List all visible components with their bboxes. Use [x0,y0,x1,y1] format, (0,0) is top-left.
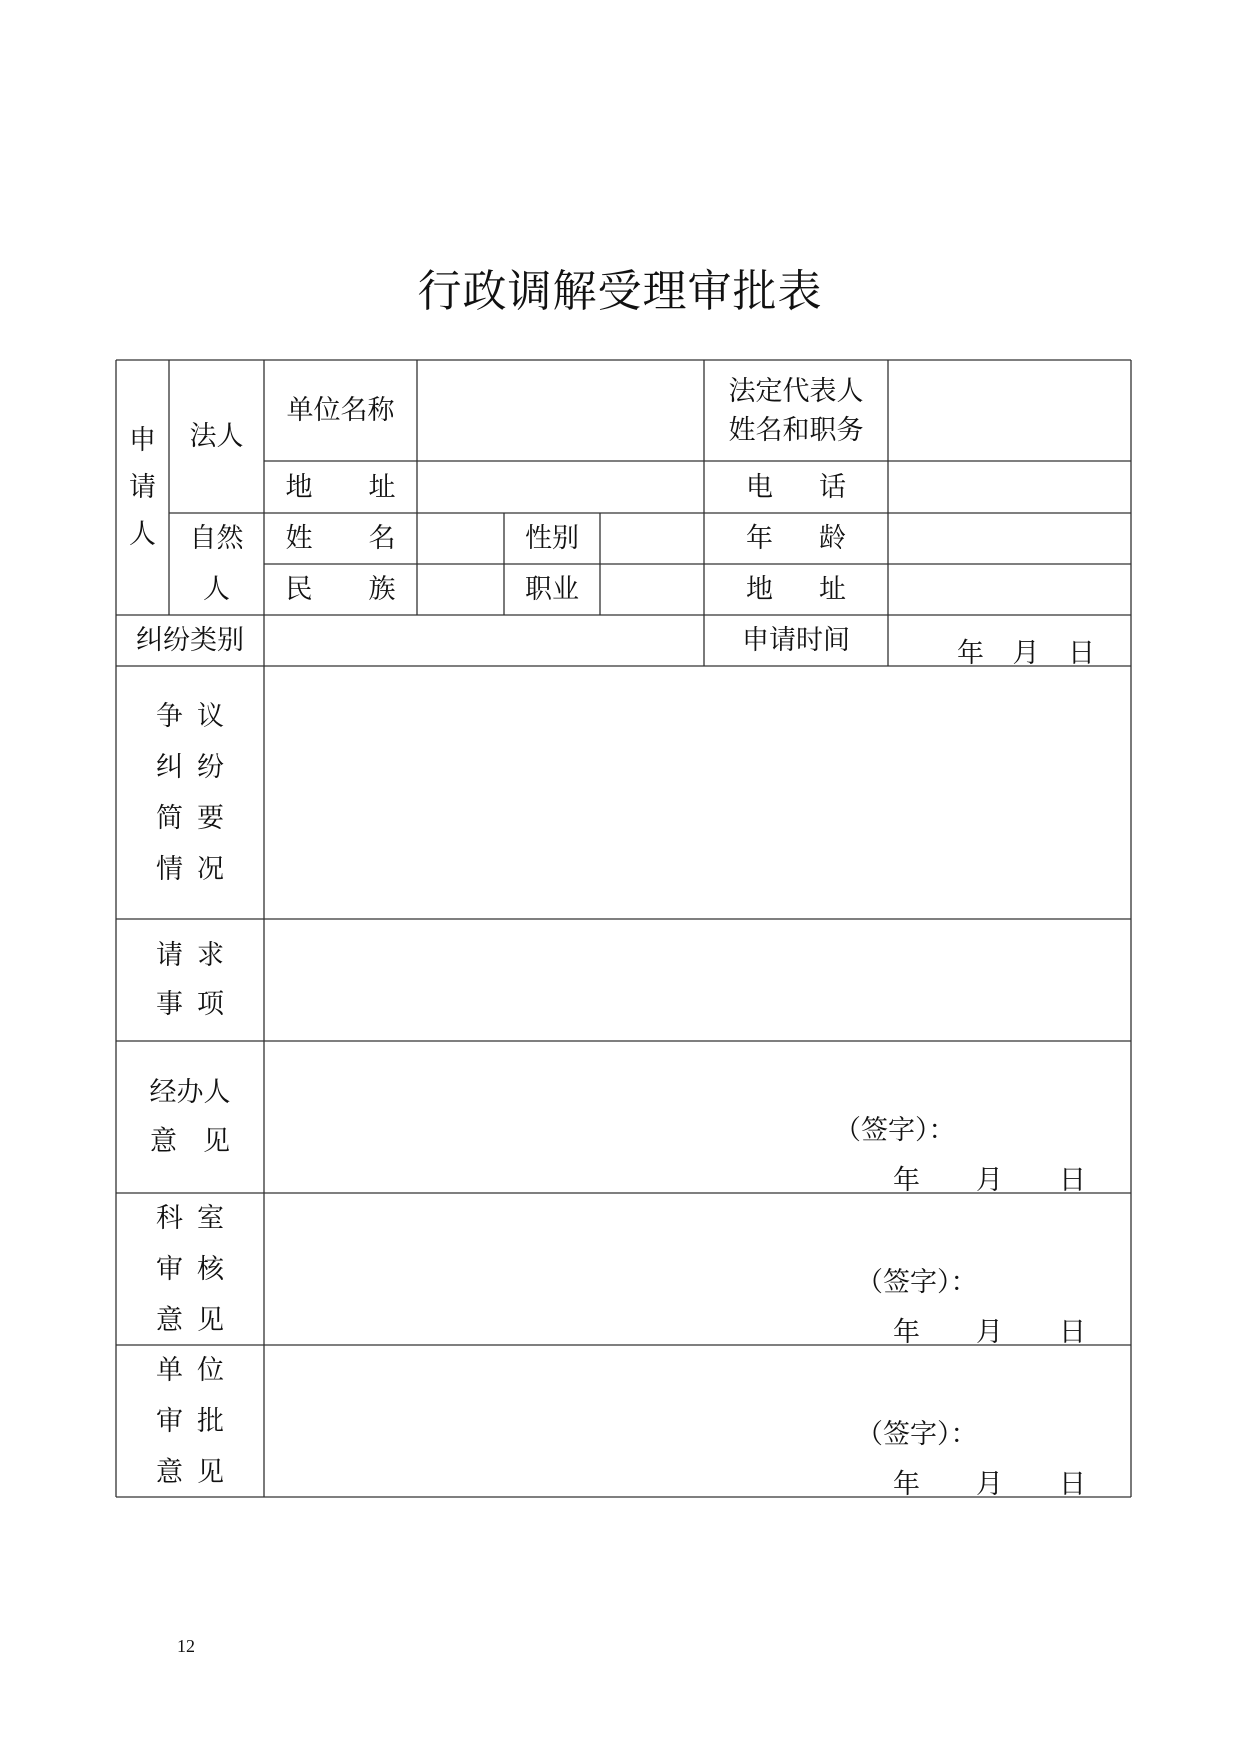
legal-person-text: 法人 [189,421,244,452]
day-text: 日 [1059,1469,1086,1500]
natural-address-label [704,564,888,615]
unit-approval-label [116,1345,264,1497]
label-char: 址 [819,574,846,605]
month-text: 月 [976,1165,1003,1196]
name-field[interactable] [417,513,504,564]
form-title: 行政调解受理审批表 [417,266,823,317]
dispute-type-text: 纠纷类别 [136,625,244,656]
label-char: 龄 [819,523,846,554]
occupation-label [504,564,600,615]
label-char: 电 [746,471,773,503]
day-text: 日 [1059,1165,1086,1196]
legal-rep-label [704,360,888,461]
apply-time-label [704,615,888,666]
section-signature: （签字）： [856,1267,978,1298]
page-number: 12 [177,1636,195,1656]
label-char: 姓 [285,523,313,554]
gender-text: 性别 [525,523,579,554]
applicant-label [116,360,169,615]
label-char: 求 [197,940,224,971]
natural-person-line1: 自然 [189,523,244,554]
handler-signature: （签字）： [834,1115,956,1146]
unit-date [893,1462,1086,1501]
applicant-char: 人 [129,519,156,550]
label-char: 见 [203,1126,230,1157]
label-char: 争 [156,700,183,732]
label-char: 地 [746,574,773,605]
section-date [893,1310,1086,1349]
ethnicity-label [264,564,417,615]
legal-rep-line1: 法定代表人 [728,375,864,407]
label-char: 意 [150,1126,177,1157]
year-text: 年 [893,1469,920,1500]
request-label [116,919,264,1041]
label-char: 纷 [197,751,224,783]
legal-rep-field[interactable] [888,360,1131,461]
phone-label [704,461,888,513]
label-char: 审 [156,1405,183,1437]
dispute-type-field[interactable] [264,615,704,666]
phone-field[interactable] [888,461,1131,513]
dispute-summary-field[interactable] [264,666,1131,919]
label-char: 室 [197,1202,224,1234]
day-text: 日 [1059,1317,1086,1348]
label-char: 地 [285,471,313,503]
label-char: 意 [156,1456,183,1488]
handler-date [893,1158,1086,1197]
label-char: 族 [368,574,396,605]
unit-name-text: 单位名称 [286,395,395,426]
label-char: 名 [368,523,396,554]
label-char: 单 [156,1354,183,1386]
applicant-char: 申 [129,425,156,456]
label-char: 科 [156,1202,183,1234]
month-text: 月 [976,1317,1003,1348]
label-char: 议 [197,700,224,732]
name-label [264,513,417,564]
label-char: 要 [197,802,224,834]
year-text: 年 [957,638,984,669]
label-char: 位 [197,1354,224,1386]
handler-line1: 经办人 [149,1077,231,1108]
legal-address-field[interactable] [417,461,704,513]
label-char: 话 [819,471,846,503]
section-review-label [116,1193,264,1345]
natural-person-label [169,513,264,615]
apply-time-text: 申请时间 [742,625,850,656]
legal-rep-line2: 姓名和职务 [728,414,864,446]
label-char: 简 [156,802,183,834]
label-char: 核 [197,1253,224,1285]
dispute-type-label [116,615,264,666]
gender-field[interactable] [600,513,704,564]
natural-address-field[interactable] [888,564,1131,615]
day-text: 日 [1068,638,1095,669]
ethnicity-field[interactable] [417,564,504,615]
label-char: 见 [197,1456,224,1488]
dispute-summary-label [116,666,264,919]
label-char: 况 [197,853,224,885]
label-char: 民 [285,574,313,605]
label-char: 年 [746,523,773,554]
legal-person-label [169,360,264,513]
handler-opinion-label [116,1041,264,1193]
label-char: 项 [197,989,224,1020]
natural-person-line2: 人 [203,574,230,605]
month-text: 月 [976,1469,1003,1500]
label-char: 事 [156,989,183,1020]
apply-date-field[interactable] [957,631,1095,670]
year-text: 年 [893,1165,920,1196]
age-label [704,513,888,564]
label-char: 情 [156,853,183,885]
label-char: 批 [197,1405,224,1437]
unit-signature: （签字）： [856,1419,978,1450]
gender-label [504,513,600,564]
label-char: 请 [156,940,183,971]
month-text: 月 [1012,638,1040,669]
label-char: 审 [156,1253,183,1285]
year-text: 年 [893,1317,920,1348]
occupation-text: 职业 [525,574,579,605]
unit-name-field[interactable] [417,360,704,461]
age-field[interactable] [888,513,1131,564]
unit-name-label [264,360,417,461]
label-char: 址 [368,471,396,503]
label-char: 见 [197,1304,224,1336]
applicant-char: 请 [129,472,156,503]
legal-address-label [264,461,417,513]
occupation-field[interactable] [600,564,704,615]
label-char: 纠 [156,751,183,783]
request-field[interactable] [264,919,1131,1041]
label-char: 意 [156,1304,183,1336]
